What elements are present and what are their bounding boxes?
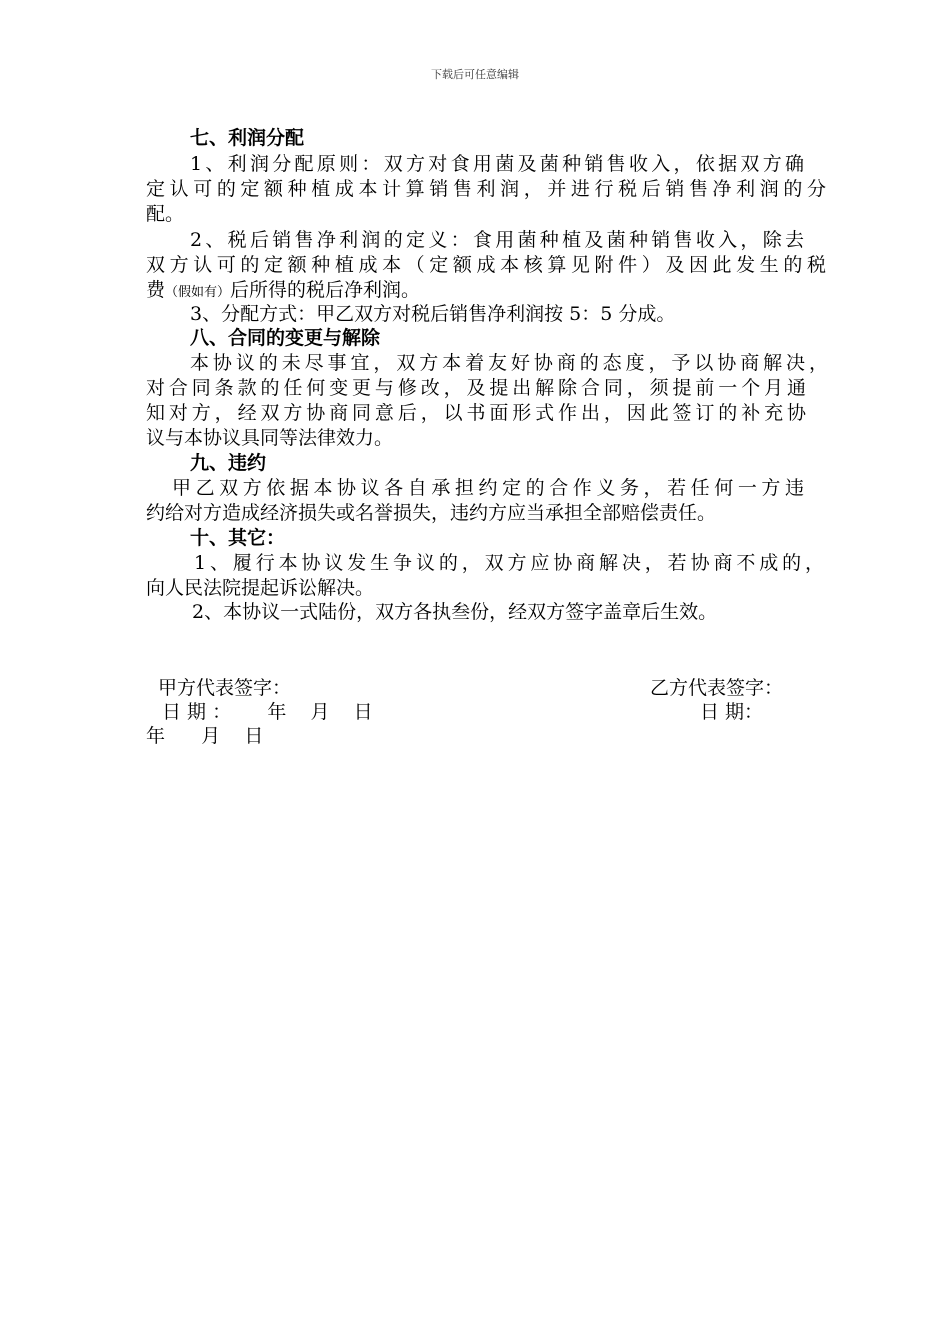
sec7-p2-line2: 双方认可的定额种植成本（定额成本核算见附件）及因此发生的税: [146, 254, 826, 276]
party-a-signature-label: 甲方代表签字：: [158, 677, 292, 699]
party-b-signature-label: 乙方代表签字：: [650, 677, 784, 699]
page-header: 下载后可任意编辑: [431, 68, 519, 81]
sec7-p3: 3、分配方式：甲乙双方对税后销售净利润按 5：5 分成。: [190, 303, 676, 325]
section-10-title: 十、其它：: [190, 527, 286, 549]
sec7-p1-line3: 配。: [146, 203, 185, 225]
sec9-line2: 约给对方造成经济损失或名誉损失，违约方应当承担全部赔偿责任。: [146, 502, 717, 524]
sec8-line3: 知对方，经双方协商同意后，以书面形式作出，因此签订的补充协: [146, 402, 806, 424]
party-a-date: 日 期 ： 年 月 日: [162, 701, 373, 723]
sec7-p2-line3: 费（假如有）后所得的税后净利润。: [146, 279, 421, 301]
sec10-p2: 2、本协议一式陆份，双方各执叁份，经双方签字盖章后生效。: [192, 601, 718, 623]
sec7-p1-line1: 1、利润分配原则：双方对食用菌及菌种销售收入，依据双方确: [190, 153, 804, 175]
sec10-p1-line2: 向人民法院提起诉讼解决。: [146, 577, 375, 599]
sec7-p1-line2: 定认可的定额种植成本计算销售利润，并进行税后销售净利润的分: [146, 178, 826, 200]
sec8-line4: 议与本协议具同等法律效力。: [146, 427, 394, 449]
sec8-line1: 本协议的未尽事宜，双方本着友好协商的态度，予以协商解决，: [190, 352, 828, 374]
section-7-title: 七、利润分配: [190, 127, 305, 149]
sec9-line1: 甲乙双方依据本协议各自承担约定的合作义务，若任何一方违: [172, 477, 804, 499]
sec7-p2-line1: 2、税后销售净利润的定义：食用菌种植及菌种销售收入，除去: [190, 229, 804, 251]
sec10-p1-line1: 1、履行本协议发生争议的，双方应协商解决，若协商不成的，: [194, 552, 824, 574]
section-8-title: 八、合同的变更与解除: [190, 327, 381, 349]
party-b-date: 日 期：: [700, 701, 764, 723]
party-b-date-tail: 年 月 日: [146, 725, 264, 747]
section-9-title: 九、违约: [190, 452, 267, 474]
sec8-line2: 对合同条款的任何变更与修改，及提出解除合同，须提前一个月通: [146, 377, 806, 399]
